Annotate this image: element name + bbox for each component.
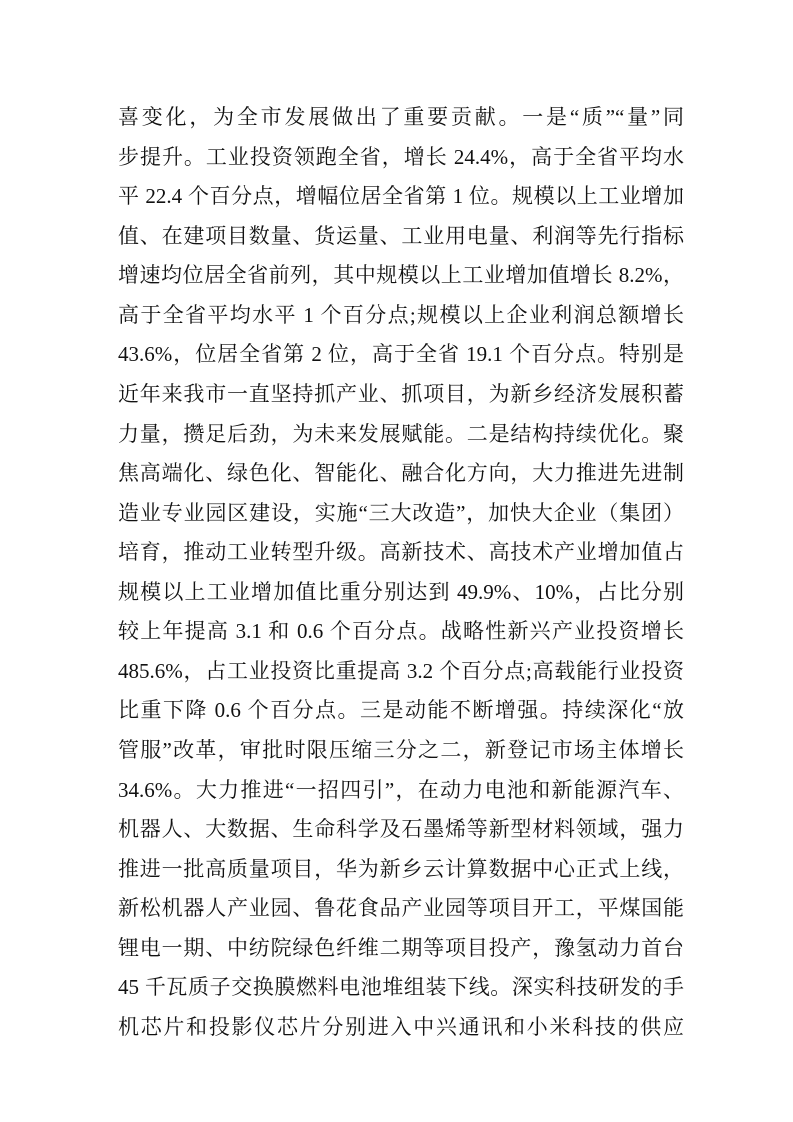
text-line: 485.6%，占工业投资比重提高 3.2 个百分点;高载能行业投资 <box>118 658 684 683</box>
text-line: 焦高端化、绿色化、智能化、融合化方向，大力推进先进制 <box>118 461 684 486</box>
document-body <box>118 98 684 1048</box>
text-line: 步提升。工业投资领跑全省，增长 24.4%，高于全省平均水 <box>118 144 684 169</box>
text-line: 管服”改革，审批时限压缩三分之二，新登记市场主体增长 <box>118 738 684 762</box>
text-line: 机器人、大数据、生命科学及石墨烯等新型材料领域，强力 <box>118 817 684 842</box>
text-line: 比重下降 0.6 个百分点。三是动能不断增强。持续深化“放 <box>118 698 684 723</box>
text-line: 平 22.4 个百分点，增幅位居全省第 1 位。规模以上工业增加 <box>118 184 684 209</box>
text-line: 新松机器人产业园、鲁花食品产业园等项目开工，平煤国能 <box>118 896 684 921</box>
text-line: 造业专业园区建设，实施“三大改造”，加快大企业（集团） <box>118 500 684 525</box>
text-line: 近年来我市一直坚持抓产业、抓项目，为新乡经济发展积蓄 <box>118 381 684 406</box>
text-line: 增速均位居全省前列，其中规模以上工业增加值增长 8.2%， <box>118 263 684 288</box>
text-line: 值、在建项目数量、货运量、工业用电量、利润等先行指标 <box>118 223 684 248</box>
text-line: 喜变化，为全市发展做出了重要贡献。一是“质”“量”同 <box>118 105 684 129</box>
text-line: 推进一批高质量项目，华为新乡云计算数据中心正式上线， <box>118 856 684 881</box>
text-line: 高于全省平均水平 1 个百分点;规模以上企业利润总额增长 <box>118 302 684 327</box>
text-line: 力量，攒足后劲，为未来发展赋能。二是结构持续优化。聚 <box>118 421 684 446</box>
text-line: 34.6%。大力推进“一招四引”，在动力电池和新能源汽车、 <box>118 777 684 802</box>
text-line: 锂电一期、中纺院绿色纤维二期等项目投产，豫氢动力首台 <box>118 935 684 960</box>
text-line: 45 千瓦质子交换膜燃料电池堆组装下线。深实科技研发的手 <box>118 975 684 1000</box>
text-line: 43.6%，位居全省第 2 位，高于全省 19.1 个百分点。特别是 <box>118 342 684 367</box>
text-line: 培育，推动工业转型升级。高新技术、高技术产业增加值占 <box>118 540 684 565</box>
text-line: 机芯片和投影仪芯片分别进入中兴通讯和小米科技的供应 <box>118 1014 684 1039</box>
text-line: 较上年提高 3.1 和 0.6 个百分点。战略性新兴产业投资增长 <box>118 619 684 644</box>
text-line: 规模以上工业增加值比重分别达到 49.9%、10%，占比分别 <box>118 579 684 604</box>
